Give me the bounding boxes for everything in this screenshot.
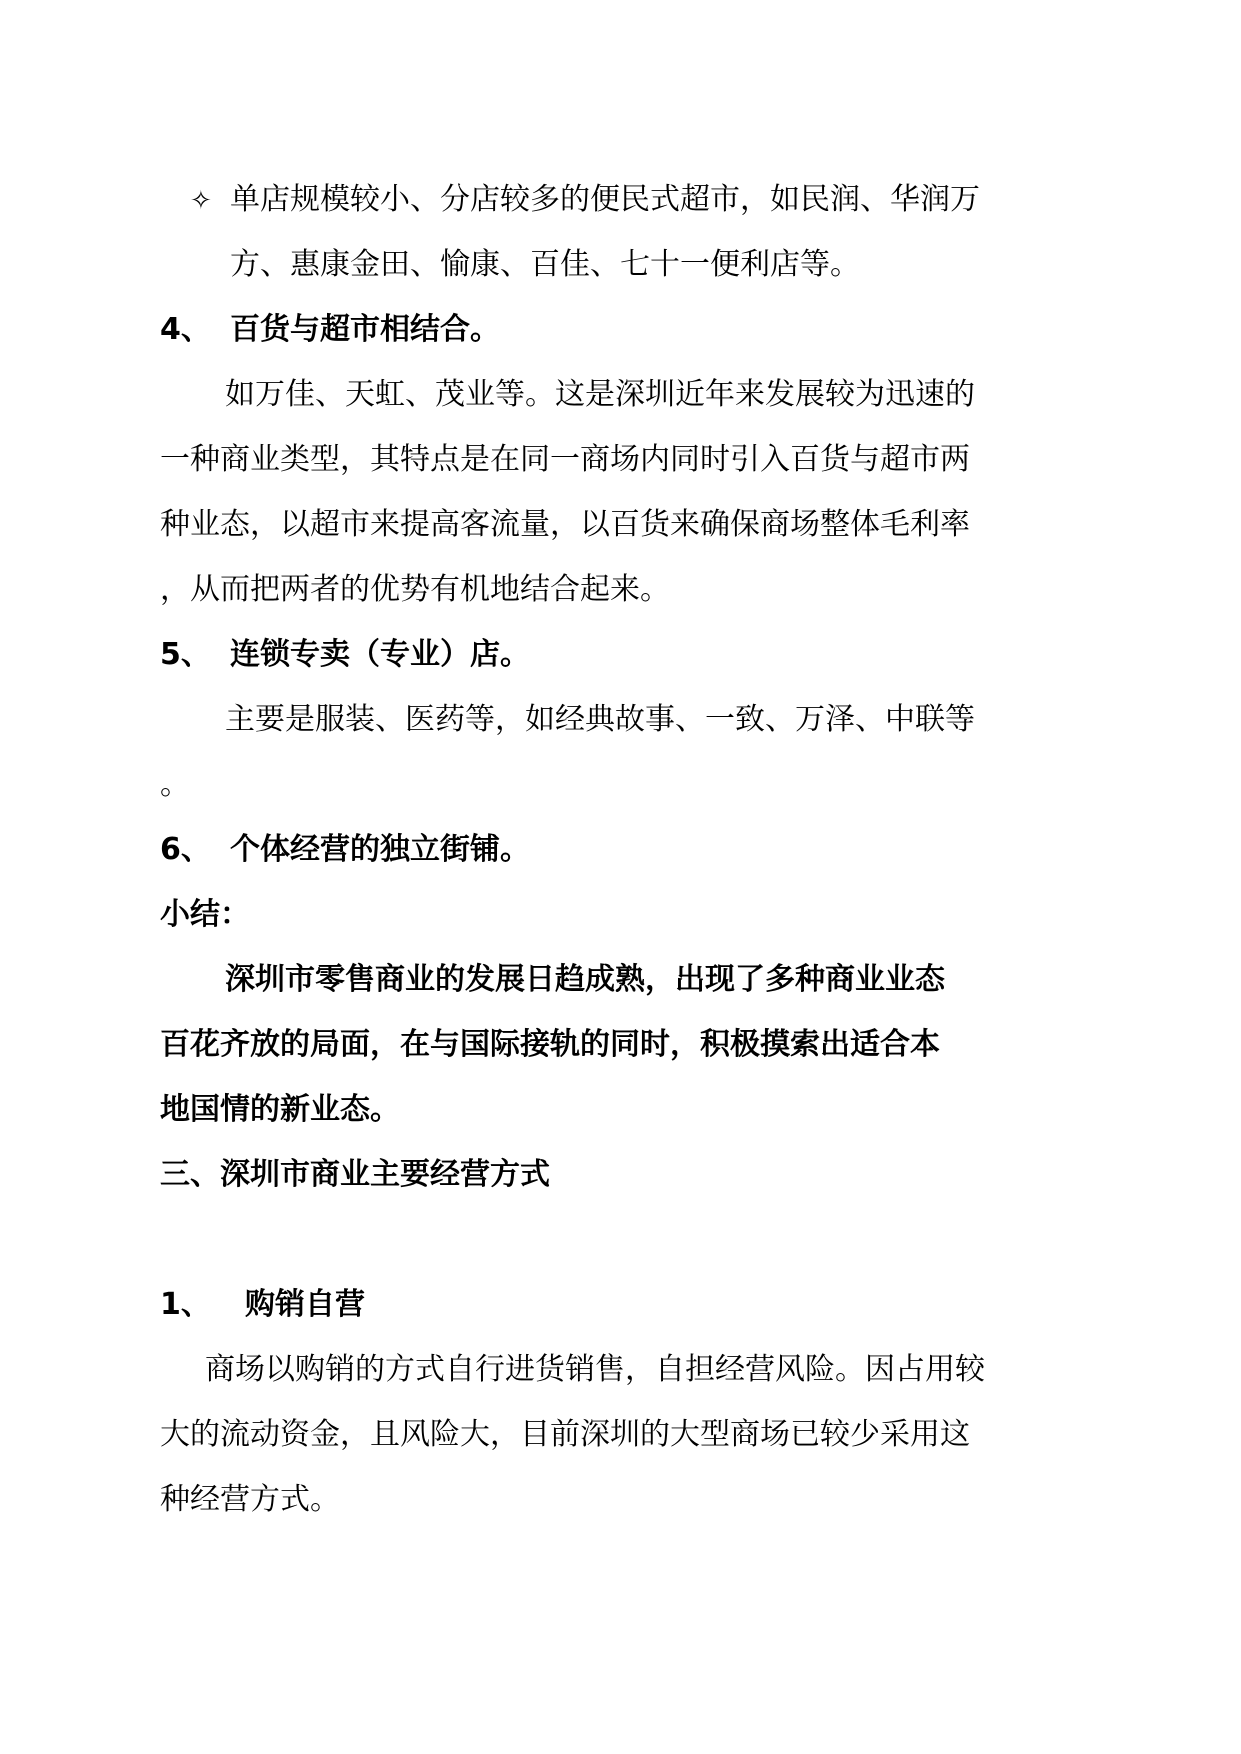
summary-body-3: 地国情的新业态。 — [160, 1092, 400, 1127]
item-1-number: 1、 — [160, 1287, 211, 1322]
item-1-heading — [160, 1285, 365, 1325]
chapter-3-title: 三、深圳市商业主要经营方式 — [160, 1157, 550, 1192]
section-4-body-2: 一种商业类型，其特点是在同一商场内同时引入百货与超市两 — [160, 442, 970, 477]
section-4-body-3: 种业态，以超市来提高客流量，以百货来确保商场整体毛利率 — [160, 507, 970, 542]
section-4-title: 百货与超市相结合。 — [230, 312, 500, 347]
bullet-line-2: 方、惠康金田、愉康、百佳、七十一便利店等。 — [230, 247, 860, 282]
section-4-body-4: ，从而把两者的优势有机地结合起来。 — [160, 572, 670, 607]
section-5-heading — [160, 635, 530, 675]
section-4-body-1: 如万佳、天虹、茂业等。这是深圳近年来发展较为迅速的 — [225, 377, 975, 412]
section-4-number: 4、 — [160, 312, 211, 347]
section-5-body-2: 。 — [160, 767, 190, 802]
bullet-text-1: 单店规模较小、分店较多的便民式超市，如民润、华润万 — [230, 182, 980, 217]
summary-body-1: 深圳市零售商业的发展日趋成熟，出现了多种商业业态 — [225, 962, 945, 997]
section-5-number: 5、 — [160, 637, 211, 672]
section-5-title: 连锁专卖（专业）店。 — [230, 637, 530, 672]
section-4-heading — [160, 310, 500, 350]
section-6-title: 个体经营的独立街铺。 — [230, 832, 530, 867]
item-1-body-2: 大的流动资金，且风险大，目前深圳的大型商场已较少采用这 — [160, 1417, 970, 1452]
item-1-body-3: 种经营方式。 — [160, 1482, 340, 1517]
summary-body-2: 百花齐放的局面，在与国际接轨的同时，积极摸索出适合本 — [160, 1027, 940, 1062]
bullet-line-1 — [190, 180, 980, 221]
section-6-heading — [160, 830, 530, 870]
section-6-number: 6、 — [160, 832, 211, 867]
diamond-bullet-icon: ✧ — [190, 186, 212, 216]
summary-heading: 小结： — [160, 897, 250, 932]
section-5-body-1: 主要是服装、医药等，如经典故事、一致、万泽、中联等 — [225, 702, 975, 737]
item-1-body-1: 商场以购销的方式自行进货销售，自担经营风险。因占用较 — [205, 1352, 985, 1387]
item-1-title: 购销自营 — [245, 1287, 365, 1322]
